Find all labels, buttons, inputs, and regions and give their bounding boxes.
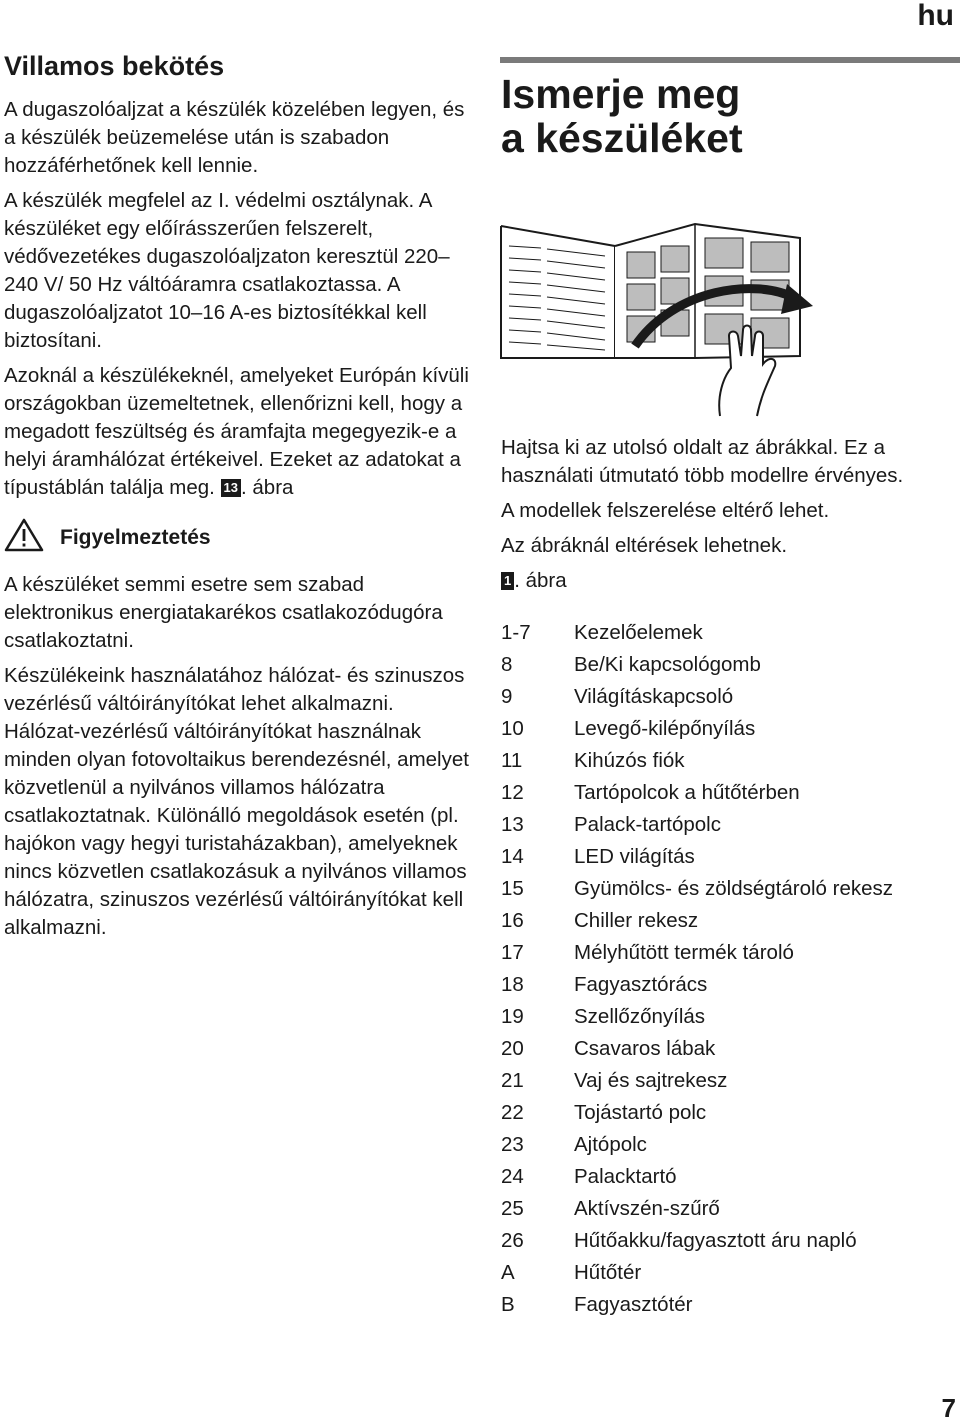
legend-number: 24 bbox=[501, 1165, 524, 1188]
language-tag: hu bbox=[917, 0, 954, 32]
legend-item bbox=[501, 1097, 956, 1129]
legend-number: 21 bbox=[501, 1069, 524, 1092]
legend-number: 25 bbox=[501, 1197, 524, 1220]
legend-label: LED világítás bbox=[574, 845, 695, 868]
legend-item bbox=[501, 1161, 956, 1193]
left-column bbox=[4, 48, 474, 949]
legend-label: Chiller rekesz bbox=[574, 909, 699, 932]
legend-label: Szellőzőnyílás bbox=[574, 1005, 706, 1028]
legend-label: Világításkapcsoló bbox=[574, 685, 734, 708]
legend-label: Palack-tartópolc bbox=[574, 813, 721, 836]
legend-number: 10 bbox=[501, 717, 524, 740]
legend-item bbox=[501, 713, 956, 745]
legend-number: 14 bbox=[501, 845, 524, 868]
legend-item bbox=[501, 1001, 956, 1033]
legend-item bbox=[501, 1225, 956, 1257]
legend-label: Tojástartó polc bbox=[574, 1101, 707, 1124]
legend-number: 23 bbox=[501, 1133, 524, 1156]
legend-label: Be/Ki kapcsológomb bbox=[574, 653, 761, 676]
paragraph-outside-europe bbox=[4, 362, 474, 502]
legend-item bbox=[501, 873, 956, 905]
legend-label: Aktívszén-szűrő bbox=[574, 1197, 720, 1220]
legend-number: 19 bbox=[501, 1005, 524, 1028]
legend-item bbox=[501, 1129, 956, 1161]
legend-label: Csavaros lábak bbox=[574, 1037, 716, 1060]
legend-number: A bbox=[501, 1261, 515, 1284]
legend-number: 8 bbox=[501, 653, 513, 676]
legend-item bbox=[501, 745, 956, 777]
legend-item bbox=[501, 905, 956, 937]
legend-item bbox=[501, 1289, 956, 1321]
warning-paragraph-2: Készülékeink használatához hálózat- és szinuszos vezérlésű váltóirányítókat lehet alkalmazni. Hálózat-vezérlésű váltóirányítókat használnak minden olyan fotovoltaikus berendezésnél, amelyet közvetlenül a nyilvános villamos hálózatra csatlakoztatnak. Különálló megoldások esetén (pl. hajókon vagy hegyi turistaházakban), amelyeknek nincs közvetlen csatlakozásuk a nyilvános villamos hálózatra, szinuszos vezérlésű váltóirányítókat kell alkalmazni. bbox=[4, 664, 469, 939]
page-title-line-2: a készüléket bbox=[501, 115, 743, 161]
paragraph-fold-out: Hajtsa ki az utolsó oldalt az ábrákkal. Ez a használati útmutató több modellre érvényes. bbox=[501, 436, 904, 487]
legend-label: Hűtőakku/fagyasztott áru napló bbox=[574, 1229, 857, 1252]
legend-item bbox=[501, 649, 956, 681]
paragraph-protection-class: A készülék megfelel az I. védelmi osztálynak. A készüléket egy előírásszerűen felszerelt, védővezetékes dugaszolóaljzaton keresztül 220–240 V/ 50 Hz váltóáramra csatlakoztassa. A dugaszolóaljzatot 10–16 A-es biztosítékkal kell biztosítani. bbox=[4, 189, 450, 352]
legend-label: Levegő-kilépőnyílás bbox=[574, 717, 756, 740]
legend-item bbox=[501, 1065, 956, 1097]
legend-number: 15 bbox=[501, 877, 524, 900]
legend-number: 13 bbox=[501, 813, 524, 836]
paragraph-socket: A dugaszolóaljzat a készülék közelében legyen, és a készülék beüzemelése után is szabadon hozzáférhetőnek kell lennie. bbox=[4, 98, 465, 177]
legend-number: 11 bbox=[501, 749, 523, 772]
legend-number: 20 bbox=[501, 1037, 524, 1060]
legend-label: Palacktartó bbox=[574, 1165, 677, 1188]
legend-item bbox=[501, 969, 956, 1001]
legend-item bbox=[501, 1033, 956, 1065]
page-title-line-1: Ismerje meg bbox=[501, 71, 741, 117]
right-column bbox=[501, 72, 956, 1321]
legend-label: Tartópolcok a hűtőtérben bbox=[574, 781, 800, 804]
legend-item bbox=[501, 1193, 956, 1225]
figure-badge: 13 bbox=[221, 479, 241, 497]
legend-label: Ajtópolc bbox=[574, 1133, 647, 1156]
legend-item bbox=[501, 809, 956, 841]
warning-title: Figyelmeztetés bbox=[60, 525, 211, 549]
legend-number: 1-7 bbox=[501, 621, 531, 644]
warning-header bbox=[4, 518, 474, 557]
parts-legend bbox=[501, 617, 956, 1321]
paragraph-figures: Az ábráknál eltérések lehetnek. bbox=[501, 534, 788, 557]
figure-suffix: . ábra bbox=[514, 569, 567, 592]
warning-icon bbox=[4, 518, 44, 557]
legend-label: Vaj és sajtrekesz bbox=[574, 1069, 728, 1092]
legend-label: Kihúzós fiók bbox=[574, 749, 685, 772]
legend-item bbox=[501, 617, 956, 649]
legend-item bbox=[501, 841, 956, 873]
header-rule bbox=[500, 57, 960, 63]
legend-number: 9 bbox=[501, 685, 513, 708]
legend-number: 26 bbox=[501, 1229, 524, 1252]
paragraph-models: A modellek felszerelése eltérő lehet. bbox=[501, 499, 830, 522]
legend-label: Hűtőtér bbox=[574, 1261, 642, 1284]
legend-number: 22 bbox=[501, 1101, 524, 1124]
legend-item bbox=[501, 937, 956, 969]
legend-number: B bbox=[501, 1293, 515, 1316]
legend-number: 16 bbox=[501, 909, 524, 932]
legend-number: 12 bbox=[501, 781, 524, 804]
legend-label: Kezelőelemek bbox=[574, 621, 703, 644]
section-title-electrical: Villamos bekötés bbox=[4, 51, 225, 81]
legend-label: Gyümölcs- és zöldségtároló rekesz bbox=[574, 877, 894, 900]
legend-item bbox=[501, 777, 956, 809]
figure-suffix: . ábra bbox=[241, 476, 294, 499]
legend-number: 17 bbox=[501, 941, 524, 964]
page-number: 7 bbox=[941, 1393, 956, 1423]
figure-badge: 1 bbox=[501, 572, 514, 590]
legend-number: 18 bbox=[501, 973, 524, 996]
legend-item bbox=[501, 681, 956, 713]
warning-paragraph-1: A készüléket semmi esetre sem szabad elektronikus energiatakarékos csatlakozódugóra csatlakoztatni. bbox=[4, 573, 443, 652]
legend-item bbox=[501, 1257, 956, 1289]
page-title bbox=[501, 72, 956, 160]
figure-reference bbox=[501, 567, 956, 595]
fold-out-illustration bbox=[495, 218, 865, 418]
paragraph-text: Azoknál a készülékeknél, amelyeket Európán kívüli országokban üzemeltetnek, ellenőrizni kell, hogy a megadott feszültség és áramfajta megegyezik-e a helyi áramhálózat értékeivel. Ezeket az adatokat a típustáblán találja meg. bbox=[4, 364, 469, 499]
legend-label: Fagyasztótér bbox=[574, 1293, 693, 1316]
legend-label: Mélyhűtött termék tároló bbox=[574, 941, 794, 964]
legend-label: Fagyasztórács bbox=[574, 973, 708, 996]
